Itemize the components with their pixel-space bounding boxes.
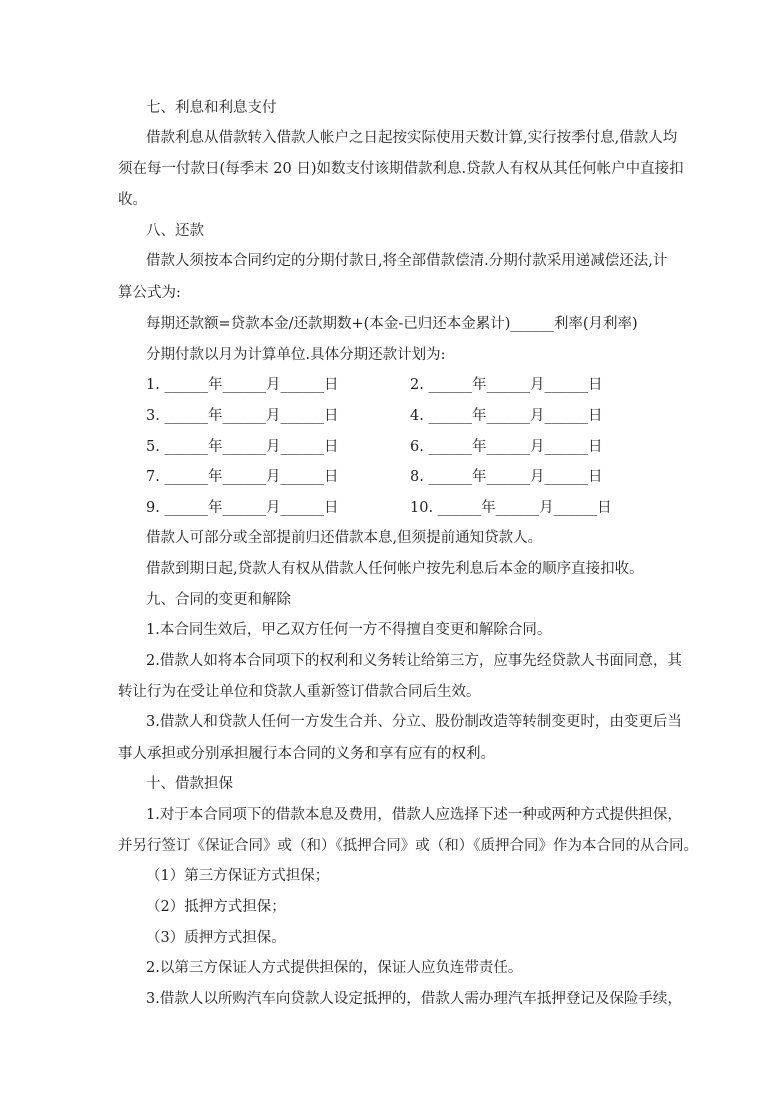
schedule-row xyxy=(146,406,666,426)
schedule-row xyxy=(146,467,666,487)
schedule-entry: 10. ______年______月______日 xyxy=(410,500,612,516)
guarantee-option-3: （3）质押方式担保。 xyxy=(146,930,286,946)
section-10-item-1-line-1: 1.对于本合同项下的借款本息及费用，借款人应选择下述一种或两种方式提供担保， xyxy=(146,807,682,823)
section-9-item-3-line-1: 3.借款人和贷款人任何一方发生合并、分立、股份制改造等转制变更时，由变更后当 xyxy=(146,714,682,730)
schedule-row xyxy=(146,498,666,518)
section-8-heading: 八、还款 xyxy=(146,223,204,239)
repayment-formula: 每期还款额=贷款本金/还款期数+(本金-已归还本金累计)______利率(月利率) xyxy=(146,316,638,332)
schedule-entry: 5. ______年______月______日 xyxy=(146,439,339,455)
section-8-paragraph-line-1: 借款人须按本合同约定的分期付款日,将全部借款偿清.分期付款采用递减偿还法,计 xyxy=(146,253,668,269)
section-9-item-2-line-2: 转让行为在受让单位和贷款人重新签订借款合同后生效。 xyxy=(118,684,481,700)
schedule-entry: 4. ______年______月______日 xyxy=(410,408,603,424)
guarantee-option-1: （1）第三方保证方式担保； xyxy=(146,868,330,884)
deduction-clause: 借款到期日起,贷款人有权从借款人任何帐户按先利息后本金的顺序直接扣收。 xyxy=(146,561,644,577)
section-10-heading: 十、借款担保 xyxy=(146,776,233,792)
schedule-entry: 1. ______年______月______日 xyxy=(146,377,339,393)
guarantee-option-2: （2）抵押方式担保； xyxy=(146,899,286,915)
section-9-heading: 九、合同的变更和解除 xyxy=(146,592,291,608)
section-9-item-1: 1.本合同生效后，甲乙双方任何一方不得擅自变更和解除合同。 xyxy=(146,622,552,638)
section-9-item-3-line-2: 事人承担或分别承担履行本合同的义务和享有应有的权利。 xyxy=(118,746,495,762)
schedule-row xyxy=(146,437,666,457)
schedule-entry: 3. ______年______月______日 xyxy=(146,408,339,424)
prepayment-clause: 借款人可部分或全部提前归还借款本息,但须提前通知贷款人。 xyxy=(146,530,543,546)
schedule-row xyxy=(146,375,666,395)
section-8-paragraph-line-2: 算公式为: xyxy=(118,285,181,301)
section-10-item-2: 2.以第三方保证人方式提供担保的，保证人应负连带责任。 xyxy=(146,960,523,976)
section-10-item-1-line-2: 并另行签订《保证合同》或（和）《抵押合同》或（和）《质押合同》作为本合同的从合同。 xyxy=(118,838,698,854)
schedule-entry: 6. ______年______月______日 xyxy=(410,439,603,455)
schedule-entry: 2. ______年______月______日 xyxy=(410,377,603,393)
schedule-entry: 8. ______年______月______日 xyxy=(410,469,603,485)
section-7-heading: 七、利息和利息支付 xyxy=(146,100,277,116)
section-7-paragraph-line-1: 借款利息从借款转入借款人帐户之日起按实际使用天数计算,实行按季付息,借款人均 xyxy=(146,130,678,146)
section-9-item-2-line-1: 2.借款人如将本合同项下的权利和义务转让给第三方，应事先经贷款人书面同意，其 xyxy=(146,653,682,669)
repayment-plan-intro: 分期付款以月为计算单位.具体分期还款计划为: xyxy=(146,347,446,363)
section-7-paragraph-line-2: 须在每一付款日(每季末 20 日)如数支付该期借款利息.贷款人有权从其任何帐户中直接扣 xyxy=(118,161,684,177)
schedule-entry: 9. ______年______月______日 xyxy=(146,500,339,516)
section-7-paragraph-line-3: 收。 xyxy=(118,192,147,208)
schedule-entry: 7. ______年______月______日 xyxy=(146,469,339,485)
section-10-item-3: 3.借款人以所购汽车向贷款人设定抵押的，借款人需办理汽车抵押登记及保险手续， xyxy=(146,991,682,1007)
